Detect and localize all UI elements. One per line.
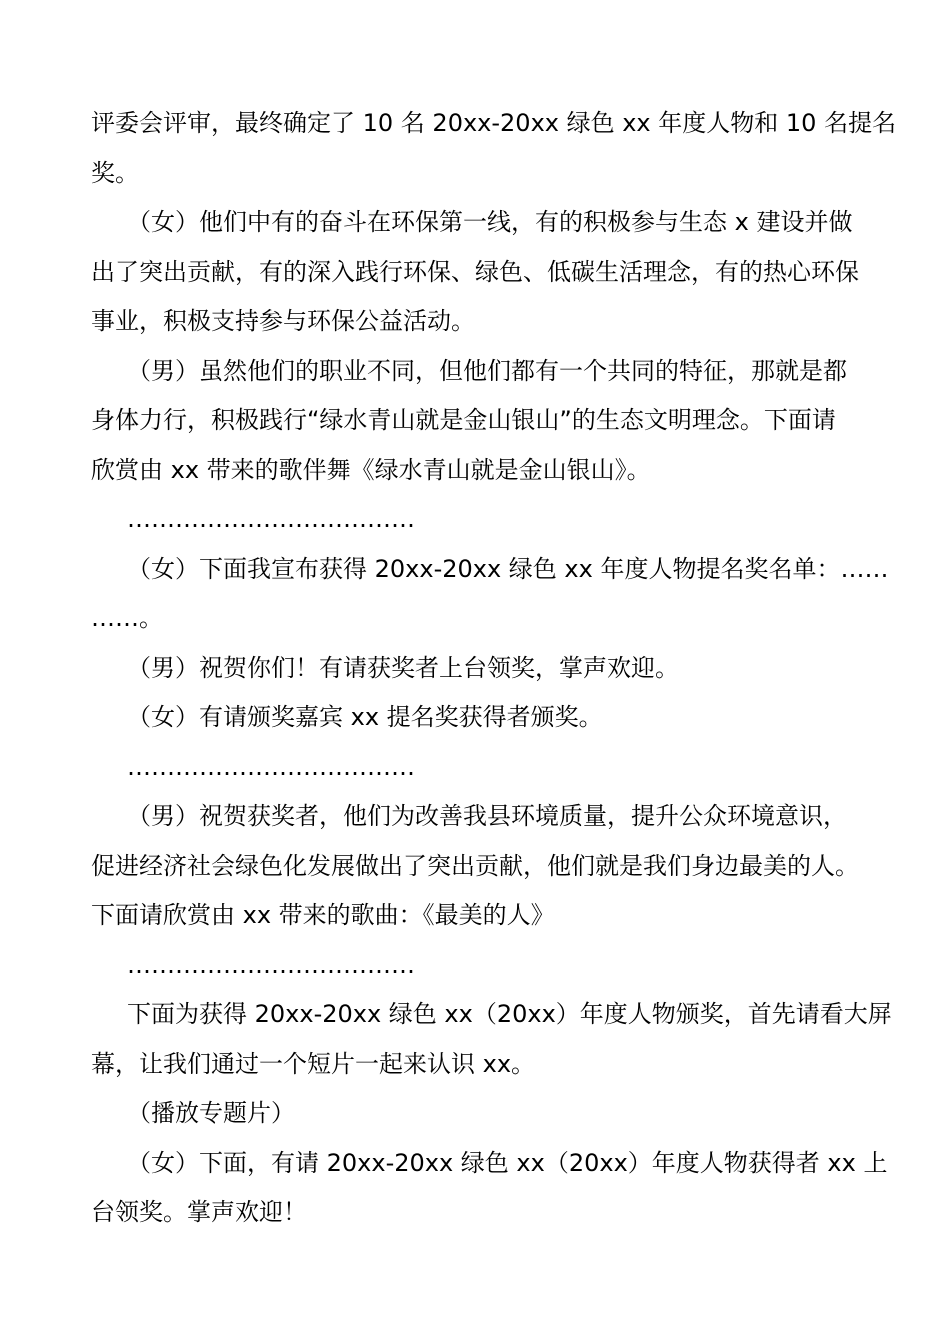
- text-line: ……。: [91, 604, 163, 632]
- document-body: [91, 99, 897, 1238]
- text-line: 台领奖。掌声欢迎！: [91, 1198, 307, 1226]
- text-line: 下面请欣赏由 xx 带来的歌曲：《最美的人》: [91, 901, 555, 929]
- text-line: 出了突出贡献，有的深入践行环保、绿色、低碳生活理念，有的热心环保: [91, 257, 859, 286]
- text-line: （男）祝贺你们！有请获奖者上台领奖，掌声欢迎。: [127, 653, 679, 682]
- text-line: 事业，积极支持参与环保公益活动。: [91, 307, 475, 335]
- text-line: （男）虽然他们的职业不同，但他们都有一个共同的特征，那就是都: [127, 356, 847, 385]
- text-line: 评委会评审，最终确定了 10 名 20xx-20xx 绿色 xx 年度人物和 10 名提名: [91, 109, 897, 137]
- text-line: ………………………………: [127, 950, 415, 979]
- text-line: （男）祝贺获奖者，他们为改善我县环境质量，提升公众环境意识，: [127, 802, 847, 830]
- text-line: ………………………………: [127, 752, 415, 781]
- text-line: 下面为获得 20xx-20xx 绿色 xx（20xx）年度人物颁奖，首先请看大屏: [127, 1000, 892, 1028]
- text-line: ………………………………: [127, 505, 415, 533]
- text-line: （女）下面，有请 20xx-20xx 绿色 xx（20xx）年度人物获得者 xx 上: [127, 1148, 888, 1177]
- text-line: 欣赏由 xx 带来的歌伴舞《绿水青山就是金山银山》。: [91, 455, 651, 484]
- text-line: （播放专题片）: [127, 1099, 295, 1127]
- text-line: （女）他们中有的奋斗在环保第一线，有的积极参与生态 x 建设并做: [127, 208, 853, 236]
- text-line: 促进经济社会绿色化发展做出了突出贡献，他们就是我们身边最美的人。: [91, 851, 859, 880]
- text-line: （女）有请颁奖嘉宾 xx 提名奖获得者颁奖。: [127, 703, 603, 731]
- text-line: 奖。: [91, 158, 139, 187]
- text-line: （女）下面我宣布获得 20xx-20xx 绿色 xx 年度人物提名奖名单：……: [127, 554, 889, 583]
- text-line: 身体力行，积极践行“绿水青山就是金山银山”的生态文明理念。下面请: [91, 406, 836, 434]
- text-line: 幕，让我们通过一个短片一起来认识 xx。: [91, 1049, 536, 1078]
